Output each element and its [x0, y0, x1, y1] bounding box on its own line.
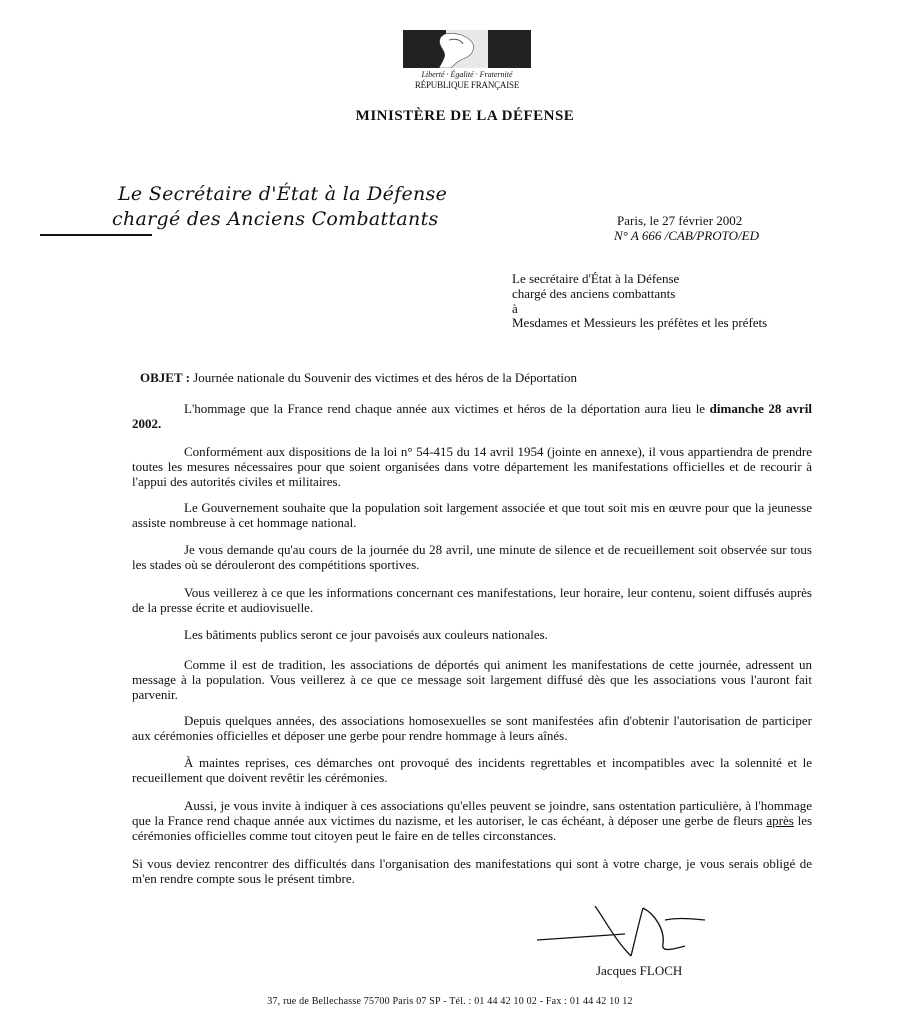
paragraph-4-text: Je vous demande qu'au cours de la journée du 28 avril, une minute de silence et de recueillement soit observée sur tous les stades où se dérouleront des compétitions sportives. — [132, 542, 812, 572]
body-paragraph-2 — [132, 444, 812, 489]
republique-logo — [403, 30, 531, 92]
body-paragraph-5 — [132, 585, 812, 615]
paragraph-1-date: dimanche 28 avril 2002. — [132, 401, 813, 431]
body-paragraph-8 — [132, 713, 812, 743]
paragraph-10-text-c: les cérémonies officielles comme tout citoyen peut le faire en de telles circonstances. — [132, 813, 813, 843]
paragraph-2-text: Conformément aux dispositions de la loi n° 54-415 du 14 avril 1954 (jointe en annexe), il vous appartiendra de prendre toutes les mesures nécessaires pour que soient organisées dans votre département les manifestations officielles et de recourir à l'appui des autorités civiles et militaires. — [132, 444, 812, 489]
republic-name: RÉPUBLIQUE FRANÇAISE — [414, 80, 520, 90]
paragraph-7-text: Comme il est de tradition, les associations de déportés qui animent les manifestations de cette journée, adressent un message à la population. Vous veillerez à ce que ce message soit largement diffusé dès que les associations vous l'auront fait parvenir. — [132, 657, 812, 702]
subject-label: OBJET : — [140, 370, 190, 385]
letter-subject — [140, 370, 577, 386]
body-paragraph-3 — [132, 500, 812, 530]
recipient-line2: chargé des anciens combattants — [512, 286, 676, 301]
body-paragraph-9 — [132, 755, 812, 785]
paragraph-6-text: Les bâtiments publics seront ce jour pavoisés aux couleurs nationales. — [184, 627, 548, 642]
paragraph-10-text-a: Aussi, je vous invite à indiquer à ces associations qu'elles peuvent se joindre, sans ostentation particulière, à l'hommage que la France rend chaque année aux victimes du nazisme, et les autoriser, le cas échéant, à déposer une gerbe de fleurs — [132, 798, 812, 828]
body-paragraph-6 — [132, 627, 812, 642]
recipient-line1: Le secrétaire d'État à la Défense — [512, 271, 680, 286]
marianne-profile-icon — [425, 30, 505, 68]
paragraph-3-text: Le Gouvernement souhaite que la population soit largement associée et que tout soit mis en œuvre pour que la jeunesse assiste nombreuse à cet hommage national. — [132, 500, 812, 530]
letter-reference: N° A 666 /CAB/PROTO/ED — [614, 228, 759, 243]
ministry-title: MINISTÈRE DE LA DÉFENSE — [355, 108, 575, 124]
body-paragraph-7 — [132, 657, 812, 702]
paragraph-9-text: À maintes reprises, ces démarches ont provoqué des incidents regrettables et incompatibles avec la solennité et le recueillement que doivent revêtir les cérémonies. — [132, 755, 812, 785]
letter-footer-address: 37, rue de Bellechasse 75700 Paris 07 SP - Tél. : 01 44 42 10 02 - Fax : 01 44 42 10 12 — [267, 996, 633, 1007]
recipient-line3: à — [512, 301, 518, 316]
body-paragraph-10 — [132, 798, 812, 843]
republic-motto: Liberté · Égalité · Fraternité — [421, 70, 513, 79]
signer-name: Jacques FLOCH — [596, 963, 683, 978]
body-paragraph-1 — [132, 401, 812, 431]
sender-title-line2: chargé des Anciens Combattants — [112, 208, 439, 230]
recipient-line4: Mesdames et Messieurs les préfètes et les préfets — [512, 315, 768, 330]
body-paragraph-4 — [132, 542, 812, 572]
paragraph-1-text: L'hommage que la France rend chaque année aux victimes et héros de la déportation aura lieu le — [184, 401, 706, 416]
handwritten-signature — [535, 900, 725, 960]
paragraph-11-text: Si vous deviez rencontrer des difficultés dans l'organisation des manifestations qui sont à votre charge, je vous serais obligé de m'en rendre compte sous le présent timbre. — [132, 856, 812, 886]
body-paragraph-11 — [132, 856, 812, 886]
subject-text: Journée nationale du Souvenir des victimes et des héros de la Déportation — [193, 370, 577, 385]
paragraph-8-text: Depuis quelques années, des associations homosexuelles se sont manifestées afin d'obtenir l'autorisation de participer aux cérémonies officielles et déposer une gerbe pour rendre hommage à leurs aînés. — [132, 713, 812, 743]
sender-underline — [40, 234, 152, 236]
paragraph-10-emphasis: après — [766, 813, 794, 828]
letter-date: Paris, le 27 février 2002 — [617, 213, 743, 228]
paragraph-5-text: Vous veillerez à ce que les informations concernant ces manifestations, leur horaire, leur contenu, soient diffusés auprès de la presse écrite et audiovisuelle. — [132, 585, 812, 615]
sender-title-line1: Le Secrétaire d'État à la Défense — [118, 183, 448, 205]
